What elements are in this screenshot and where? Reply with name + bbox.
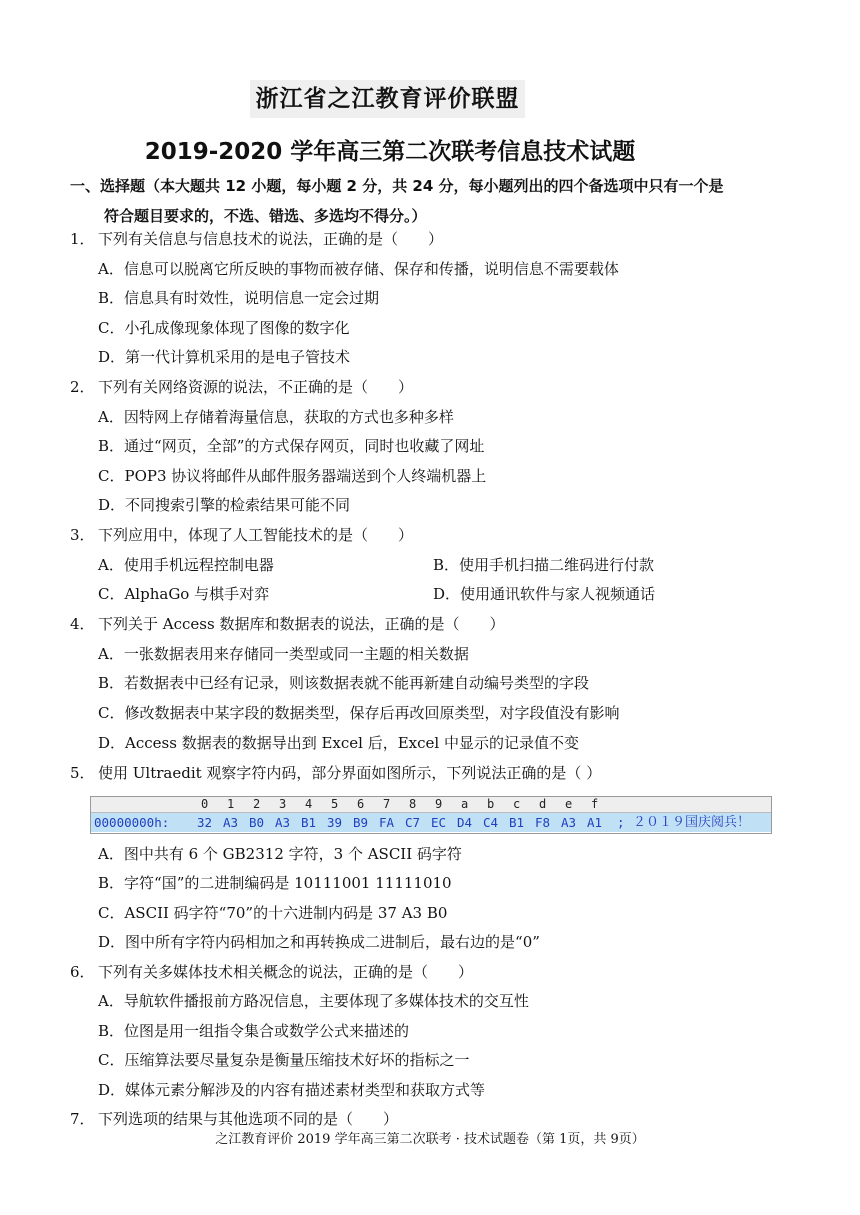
hex-data-row[interactable] bbox=[91, 813, 771, 832]
ruler-label: 3 bbox=[279, 797, 287, 811]
question-text: 下列选项的结果与其他选项不同的是（ ） bbox=[98, 1110, 399, 1128]
question-text: 下列有关信息与信息技术的说法，正确的是（ ） bbox=[98, 230, 444, 248]
hex-column-ruler bbox=[91, 797, 771, 813]
question-1-option-c: C．小孔成像现象体现了图像的数字化 bbox=[98, 319, 350, 337]
question-6-option-c: C．压缩算法要尽量复杂是衡量压缩技术好坏的指标之一 bbox=[98, 1051, 470, 1069]
question-6-option-d: D．媒体元素分解涉及的内容有描述素材类型和获取方式等 bbox=[98, 1081, 486, 1099]
question-4-option-c: C．修改数据表中某字段的数据类型，保存后再改回原类型，对字段值没有影响 bbox=[98, 704, 620, 722]
hex-byte: F8 bbox=[535, 815, 551, 830]
exam-title-org: 浙江省之江教育评价联盟 bbox=[250, 80, 525, 118]
question-7-stem bbox=[70, 1109, 398, 1129]
question-text: 使用 Ultraedit 观察字符内码，部分界面如图所示，下列说法正确的是（ ） bbox=[98, 764, 602, 782]
question-text: 下列关于 Access 数据库和数据表的说法，正确的是（ ） bbox=[98, 615, 505, 633]
ruler-label: e bbox=[565, 797, 573, 811]
question-4-stem bbox=[70, 614, 504, 634]
question-1-option-d: D．第一代计算机采用的是电子管技术 bbox=[98, 348, 351, 366]
hex-byte: A3 bbox=[223, 815, 239, 830]
section-heading-line1: 一、选择题（本大题共 12 小题，每小题 2 分，共 24 分，每小题列出的四个备选项中只有一个是 bbox=[70, 177, 724, 195]
question-number: 4． bbox=[70, 615, 95, 633]
question-number: 1． bbox=[70, 230, 95, 248]
ruler-label: 0 bbox=[201, 797, 209, 811]
hex-byte: B9 bbox=[353, 815, 369, 830]
question-5-option-d: D．图中所有字符内码相加之和再转换成二进制后，最右边的是“0” bbox=[98, 933, 540, 951]
hex-byte: FA bbox=[379, 815, 395, 830]
question-2-option-c: C．POP3 协议将邮件从邮件服务器端送到个人终端机器上 bbox=[98, 467, 487, 485]
question-6-stem bbox=[70, 962, 473, 982]
hex-byte: B1 bbox=[509, 815, 525, 830]
question-1-option-a: A．信息可以脱离它所反映的事物而被存储、保存和传播，说明信息不需要载体 bbox=[98, 260, 619, 278]
ruler-label: 5 bbox=[331, 797, 339, 811]
ruler-label: 9 bbox=[435, 797, 443, 811]
question-number: 3． bbox=[70, 526, 95, 544]
question-3-option-b: B．使用手机扫描二维码进行付款 bbox=[433, 556, 655, 574]
question-2-option-b: B．通过“网页，全部”的方式保存网页，同时也收藏了网址 bbox=[98, 437, 485, 455]
question-text: 下列有关网络资源的说法，不正确的是（ ） bbox=[98, 378, 414, 396]
question-3-option-a: A．使用手机远程控制电器 bbox=[98, 556, 274, 574]
question-3-option-c: C．AlphaGo 与棋手对弈 bbox=[98, 585, 270, 603]
ruler-label: 4 bbox=[305, 797, 313, 811]
ruler-label: d bbox=[539, 797, 547, 811]
section-heading-line2: 符合题目要求的，不选、错选、多选均不得分。） bbox=[104, 207, 427, 225]
ruler-label: 1 bbox=[227, 797, 235, 811]
question-1-stem bbox=[70, 229, 443, 249]
question-5-option-a: A．图中共有 6 个 GB2312 字符，3 个 ASCII 码字符 bbox=[98, 845, 462, 863]
ruler-label: a bbox=[461, 797, 469, 811]
hex-text-column: ２０１９国庆阅兵！ bbox=[633, 815, 751, 830]
hex-byte: 32 bbox=[197, 815, 213, 830]
question-text: 下列应用中，体现了人工智能技术的是（ ） bbox=[98, 526, 414, 544]
ultraedit-hex-view bbox=[90, 796, 772, 834]
hex-byte: B1 bbox=[301, 815, 317, 830]
ruler-label: c bbox=[513, 797, 521, 811]
question-5-stem bbox=[70, 763, 601, 783]
question-2-option-a: A．因特网上存储着海量信息，获取的方式也多种多样 bbox=[98, 408, 454, 426]
exam-title-main: 2019-2020 学年高三第二次联考信息技术试题 bbox=[144, 139, 636, 165]
question-number: 6． bbox=[70, 963, 95, 981]
hex-byte: EC bbox=[431, 815, 447, 830]
ruler-label: 2 bbox=[253, 797, 261, 811]
question-number: 7． bbox=[70, 1110, 95, 1128]
hex-address: 00000000h: bbox=[94, 815, 170, 830]
hex-separator: ; bbox=[617, 815, 625, 830]
hex-byte: C7 bbox=[405, 815, 421, 830]
ruler-label: f bbox=[591, 797, 599, 811]
hex-byte: C4 bbox=[483, 815, 499, 830]
question-1-option-b: B．信息具有时效性，说明信息一定会过期 bbox=[98, 289, 380, 307]
question-2-stem bbox=[70, 377, 413, 397]
question-5-option-c: C．ASCII 码字符“70”的十六进制内码是 37 A3 B0 bbox=[98, 904, 448, 922]
hex-byte: D4 bbox=[457, 815, 473, 830]
question-6-option-a: A．导航软件播报前方路况信息，主要体现了多媒体技术的交互性 bbox=[98, 992, 529, 1010]
hex-byte: A3 bbox=[275, 815, 291, 830]
hex-byte: 39 bbox=[327, 815, 343, 830]
page-footer: 之江教育评价 2019 学年高三第二次联考 · 技术试题卷（第 1页，共 9页） bbox=[215, 1132, 645, 1147]
question-2-option-d: D．不同搜索引擎的检索结果可能不同 bbox=[98, 496, 351, 514]
question-number: 5． bbox=[70, 764, 95, 782]
question-4-option-b: B．若数据表中已经有记录，则该数据表就不能再新建自动编号类型的字段 bbox=[98, 674, 590, 692]
question-number: 2． bbox=[70, 378, 95, 396]
question-6-option-b: B．位图是用一组指令集合或数学公式来描述的 bbox=[98, 1022, 410, 1040]
question-4-option-d: D．Access 数据表的数据导出到 Excel 后，Excel 中显示的记录值不变 bbox=[98, 734, 579, 752]
hex-byte: A3 bbox=[561, 815, 577, 830]
hex-byte: B0 bbox=[249, 815, 265, 830]
ruler-label: 7 bbox=[383, 797, 391, 811]
ruler-label: b bbox=[487, 797, 495, 811]
section-heading bbox=[70, 171, 810, 231]
question-text: 下列有关多媒体技术相关概念的说法，正确的是（ ） bbox=[98, 963, 474, 981]
ruler-label: 8 bbox=[409, 797, 417, 811]
question-3-option-d: D．使用通讯软件与家人视频通话 bbox=[433, 585, 656, 603]
hex-byte: A1 bbox=[587, 815, 603, 830]
ruler-label: 6 bbox=[357, 797, 365, 811]
question-4-option-a: A．一张数据表用来存储同一类型或同一主题的相关数据 bbox=[98, 645, 469, 663]
question-5-option-b: B．字符“国”的二进制编码是 10111001 11111010 bbox=[98, 874, 452, 892]
question-3-stem bbox=[70, 525, 413, 545]
